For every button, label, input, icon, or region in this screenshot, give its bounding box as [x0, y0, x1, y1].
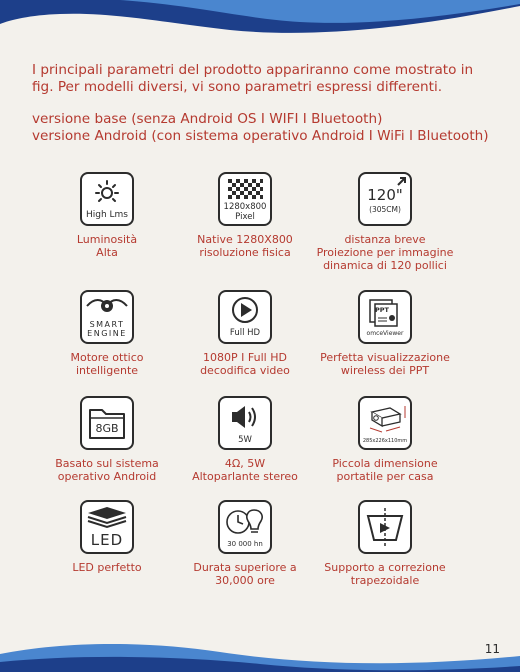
clock-bulb-icon [218, 500, 272, 554]
version-android: versione Android (con sistema operativo Android I WiFi I Bluetooth) [32, 128, 489, 144]
speaker-power-label: 5W [238, 435, 252, 445]
projector-dimension-icon [358, 396, 412, 450]
feature-full-hd [170, 290, 320, 377]
feature-optical-engine [32, 290, 182, 377]
ppt-viewer-label: omceViewer [366, 330, 404, 337]
feature-caption: distanza breve Proiezione per immagine dinamica di 120 pollici [316, 233, 454, 272]
led-layers-icon [80, 500, 134, 554]
projection-size-cm: (305CM) [369, 205, 401, 214]
bottom-wave-decoration [0, 632, 520, 672]
feature-caption: Basato sul sistema operativo Android [55, 457, 159, 483]
led-label: LED [90, 531, 124, 549]
feature-storage [32, 396, 182, 483]
full-hd-label: Full HD [229, 328, 261, 338]
feature-brightness [32, 172, 182, 259]
versions-list [32, 111, 512, 145]
keystone-icon [358, 500, 412, 554]
resolution-label: 1280x800 Pixel [223, 202, 267, 222]
smart-engine-label: SMART ENGINE [87, 320, 127, 338]
resolution-icon [218, 172, 272, 226]
feature-ppt [310, 290, 460, 377]
feature-speaker [170, 396, 320, 483]
feature-caption: Piccola dimensione portatile per casa [332, 457, 438, 483]
intro-paragraph: I principali parametri del prodotto appariranno come mostrato in fig. Per modelli diversi, vi sono parametri espressi differenti. [32, 62, 474, 95]
feature-caption: Luminosità Alta [76, 233, 138, 259]
feature-caption: Motore ottico intelligente [70, 351, 144, 377]
feature-caption: 4Ω, 5W Altoparlante stereo [192, 457, 298, 483]
lifetime-label: 30 000 hn [227, 540, 263, 548]
optical-engine-icon [80, 290, 134, 344]
brightness-icon [80, 172, 134, 226]
projection-size-value: 120" [367, 186, 403, 204]
storage-label: 8GB [95, 422, 119, 435]
feature-keystone [310, 500, 460, 587]
feature-caption: Durata superiore a 30,000 ore [193, 561, 297, 587]
feature-lifetime [170, 500, 320, 587]
feature-caption: Supporto a correzione trapezoidale [324, 561, 446, 587]
dimension-label: 285x226x110mm [362, 438, 408, 444]
page-number: 11 [484, 642, 500, 656]
top-wave-decoration [0, 0, 520, 50]
feature-caption: LED perfetto [72, 561, 142, 574]
projection-size-icon [358, 172, 412, 226]
feature-caption: 1080P I Full HD decodifica video [200, 351, 290, 377]
play-icon [218, 290, 272, 344]
feature-projection-size [310, 172, 460, 272]
speaker-icon [218, 396, 272, 450]
storage-folder-icon [80, 396, 134, 450]
feature-caption: Perfetta visualizzazione wireless dei PPT [320, 351, 450, 377]
brightness-label: High Lms [85, 210, 129, 220]
feature-dimension [310, 396, 460, 483]
feature-led [32, 500, 182, 574]
feature-resolution [170, 172, 320, 259]
ppt-icon [358, 290, 412, 344]
version-basic: versione base (senza Android OS I WIFI I Bluetooth) [32, 111, 383, 127]
ppt-label: PPT [375, 306, 389, 314]
feature-caption: Native 1280X800 risoluzione fisica [197, 233, 293, 259]
